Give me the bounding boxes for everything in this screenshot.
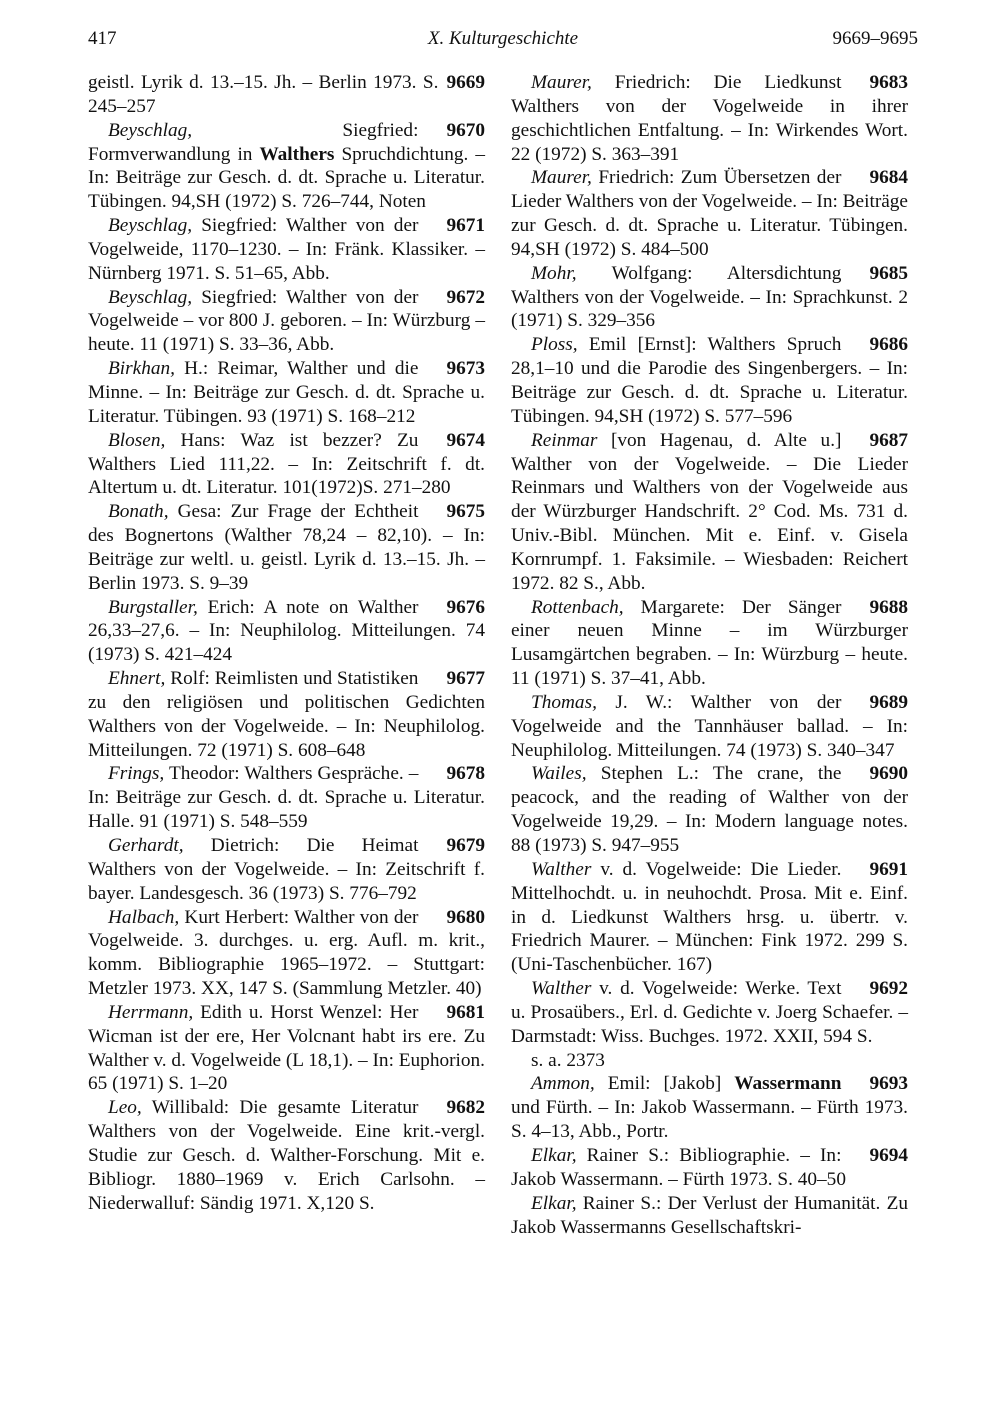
bibliography-entry — [511, 262, 908, 334]
entry-range: 9669–9695 — [832, 28, 918, 49]
entry-text: Spruchdichtung. – In: Beiträge zur Gesch. d. dt. Sprache u. Literatur. Tübingen. 94,SH (1972) S. 726–744, Noten — [88, 143, 485, 213]
entry-text: geistl. Lyrik d. 13.–15. Jh. – Berlin 1973. S. 245–257 — [88, 72, 439, 117]
entry-author: Herrmann, — [108, 1001, 194, 1023]
entry-number: 9669 — [446, 72, 485, 93]
entry-text: v. d. Vogelweide: Werke. Text u. Prosaübers., Erl. d. Gedichte v. Joerg Schaefer. – Darmstadt: Wiss. Buchges. 1972. XXII, 594 S. — [511, 978, 908, 1047]
bibliography-entry — [88, 71, 485, 119]
entry-text: H.: Reimar, Walther und die Minne. – In: Beiträge zur Gesch. d. dt. Sprache u. Literatur. Tübingen. 93 (1971) S. 168–212 — [88, 358, 485, 427]
entry-author: Leo, — [108, 1097, 142, 1119]
entry-number: 9685 — [869, 262, 908, 284]
bibliography-entry — [88, 286, 485, 358]
entry-text: Friedrich: Die Liedkunst Walthers von der Vogelweide in ihrer geschichtlichen Entfaltung. – In: Wirkendes Wort. 22 (1972) S. 363–391 — [511, 72, 908, 165]
entry-text: und Fürth. – In: Jakob Wassermann. – Fürth 1973. S. 4–13, Abb., Portr. — [511, 1097, 908, 1143]
entry-author: Bonath, — [108, 501, 169, 523]
bibliography-entry — [88, 1001, 485, 1096]
entry-number: 9680 — [446, 906, 485, 928]
entry-author: Elkar, — [531, 1192, 577, 1214]
entry-text: [von Hagenau, d. Alte u.] Walther von der Vogelweide. – Die Lieder Reinmars und Walthers von der Vogelweide aus der Würzburger Handschrift. 2° Cod. Ms. 731 d. Univ.-Bibl. München. Mit e. Einf. v. Gisela Kornrumpf. 1. Faksimile. – Wiesbaden: Reichert 1972. 82 S., Abb. — [511, 429, 908, 594]
bibliography-entry — [88, 834, 485, 906]
entry-text: Emil [Ernst]: Walthers Spruch 28,1–10 und die Parodie des Singenbergers. – In: Beiträge zur Gesch. d. dt. Sprache u. Literatur. Tübingen. 94,SH (1972) S. 577–596 — [511, 334, 908, 427]
entry-number: 9679 — [446, 835, 485, 856]
bibliography-entry — [88, 357, 485, 429]
entry-text: Siegfried: Walther von der Vogelweide, 1170–1230. – In: Fränk. Klassiker. – Nürnberg 1971. S. 51–65, Abb. — [88, 215, 485, 284]
entry-number: 9676 — [446, 596, 485, 618]
page-number: 417 — [88, 28, 117, 49]
entry-keyword: Walthers — [259, 143, 335, 165]
entry-number: 9686 — [869, 334, 908, 356]
entry-number: 9674 — [446, 429, 485, 451]
entry-number: 9688 — [869, 596, 908, 618]
bibliography-entry — [511, 596, 908, 691]
entry-author: Ploss, — [531, 334, 578, 356]
entry-keyword: Wassermann — [734, 1073, 842, 1095]
entry-author: Beyschlag, — [108, 215, 193, 237]
entry-number: 9677 — [446, 668, 485, 690]
entry-text: Emil: [Jakob] — [594, 1073, 735, 1095]
entry-number: 9672 — [446, 286, 485, 308]
entry-text: Margarete: Der Sänger einer neuen Minne – im Würzburger Lusamgärtchen begraben. – In: Würzburg – heute. 11 (1971) S. 37–41, Abb. — [511, 596, 908, 690]
bibliography-entry — [511, 1072, 908, 1144]
bibliography-entry — [88, 762, 485, 834]
entry-text: Kurt Herbert: Walther von der Vogelweide. 3. durchges. u. erg. Aufl. m. krit., komm. Bibliographie 1965–1972. – Stuttgart: Metzler 1973. XX, 147 S. (Sammlung Metzler. 40) — [88, 906, 485, 1000]
entry-author: Walther — [531, 858, 592, 880]
entry-text: Rainer S.: Bibliographie. – In: Jakob Wassermann. – Fürth 1973. S. 40–50 — [511, 1144, 846, 1190]
left-column — [88, 71, 485, 1216]
entry-text: Wolfgang: Altersdichtung Walthers von der Vogelweide. – In: Sprachkunst. 2 (1971) S. 329–356 — [511, 262, 908, 332]
bibliography-entry — [511, 429, 908, 596]
bibliography-entry — [511, 1144, 908, 1192]
bibliography-entry — [88, 906, 485, 1001]
entry-number: 9684 — [869, 167, 908, 189]
entry-text: J. W.: Walther von der Vogelweide and the Tannhäuser ballad. – In: Neuphilolog. Mitteilungen. 74 (1973) S. 340–347 — [511, 691, 908, 761]
entry-text: Friedrich: Zum Übersetzen der Lieder Walthers von der Vogelweide. – In: Beiträge zur Gesch. d. dt. Sprache u. Literatur. Tübingen. 94,SH (1972) S. 484–500 — [511, 167, 908, 260]
bibliography-entry — [511, 858, 908, 977]
entry-author: Ammon, — [531, 1073, 595, 1095]
entry-author: Mohr, — [531, 262, 577, 284]
entry-author: Maurer, — [531, 72, 592, 93]
entry-author: Rottenbach, — [531, 596, 624, 618]
bibliography-entry — [511, 71, 908, 166]
bibliography-entry — [88, 667, 485, 762]
entry-text: Rolf: Reimlisten und Statistiken zu den religiösen und politischen Gedichten Walthers von der Vogelweide. – In: Neuphilolog. Mitteilungen. 72 (1971) S. 608–648 — [88, 668, 485, 761]
entry-text: Willibald: Die gesamte Literatur Walthers von der Vogelweide. Eine krit.-vergl. Studie zur Gesch. d. Walther-Forschung. Mit e. Bibliogr. 1880–1969 v. Erich Carlsohn. – Niederwalluf: Sändig 1971. X,120 S. — [88, 1097, 485, 1214]
entry-text: Erich: A note on Walther 26,33–27,6. – In: Neuphilolog. Mitteilungen. 74 (1973) S. 421–424 — [88, 596, 485, 666]
entry-number: 9693 — [869, 1073, 908, 1095]
bibliography-entry — [511, 1192, 908, 1240]
entry-number: 9682 — [446, 1097, 485, 1119]
entry-text: Edith u. Horst Wenzel: Her Wicman ist der ere, Her Volcnant habt irs ere. Zu Walther v. d. Vogelweide (L 18,1). – In: Euphorion. 65 (1971) S. 1–20 — [88, 1001, 485, 1095]
entry-author: Halbach, — [108, 906, 180, 928]
entry-number: 9683 — [869, 72, 908, 93]
entry-text: Rainer S.: Der Verlust der Humanität. Zu Jakob Wassermanns Gesellschaftskri- — [511, 1192, 908, 1238]
bibliography-entry — [511, 333, 908, 428]
bibliography-entry — [88, 1096, 485, 1215]
entry-number: 9681 — [446, 1001, 485, 1023]
entry-number: 9678 — [446, 763, 485, 785]
entry-number: 9690 — [869, 763, 908, 785]
entry-author: Wailes, — [531, 763, 587, 785]
entry-author: Birkhan, — [108, 358, 175, 380]
bibliography-entry — [88, 500, 485, 595]
entry-author: Maurer, — [531, 167, 592, 189]
entry-author: Beyschlag, — [108, 119, 193, 141]
entry-author: Thomas, — [531, 691, 597, 713]
entry-number: 9670 — [446, 119, 485, 141]
entry-author: Ehnert, — [108, 668, 166, 690]
entry-author: Frings, — [108, 763, 165, 785]
entry-text: s. a. 2373 — [531, 1049, 605, 1071]
entry-number: 9675 — [446, 501, 485, 523]
entry-text: Hans: Waz ist bezzer? Zu Walthers Lied 111,22. – In: Zeitschrift f. dt. Altertum u. dt. Literatur. 101(1972)S. 271–280 — [88, 429, 485, 499]
entry-text: Gesa: Zur Frage der Echtheit des Bognertons (Walther 78,24 – 82,10). – In: Beiträge zur weltl. u. geistl. Lyrik d. 13.–15. Jh. – Berlin 1973. S. 9–39 — [88, 501, 485, 594]
bibliography-entry — [88, 214, 485, 286]
entry-number: 9673 — [446, 358, 485, 380]
entry-text: Dietrich: Die Heimat Walthers von der Vogelweide. – In: Zeitschrift f. bayer. Landesgesch. 36 (1973) S. 776–792 — [88, 835, 485, 904]
entry-number: 9692 — [869, 978, 908, 1000]
bibliography-entry — [511, 977, 908, 1049]
entry-author: Gerhardt, — [108, 835, 184, 856]
entry-author: Elkar, — [531, 1144, 577, 1166]
entry-author: Reinmar — [531, 429, 598, 451]
entry-number: 9689 — [869, 691, 908, 713]
bibliography-entry — [511, 762, 908, 857]
entry-text: Siegfried: Formverwandlung in — [88, 119, 419, 165]
entry-text: Stephen L.: The crane, the peacock, and the reading of Walther von der Vogelweide 19,29. – In: Modern language notes. 88 (1973) S. 947–955 — [511, 763, 908, 856]
entry-number: 9671 — [446, 215, 485, 237]
bibliography-entry — [88, 596, 485, 668]
entry-number: 9687 — [869, 429, 908, 451]
page-header — [88, 28, 918, 58]
entry-text: Theodor: Walthers Gespräche. – In: Beiträge zur Gesch. d. dt. Sprache u. Literatur. Halle. 91 (1971) S. 548–559 — [88, 763, 485, 833]
bibliography-entry — [511, 691, 908, 763]
bibliography-entry — [511, 1049, 908, 1073]
bibliography-entry — [511, 166, 908, 261]
entry-number: 9694 — [869, 1144, 908, 1166]
entry-author: Walther — [531, 978, 592, 1000]
bibliography-entry — [88, 119, 485, 214]
entry-text: Siegfried: Walther von der Vogelweide – vor 800 J. geboren. – In: Würzburg – heute. 11 (1971) S. 33–36, Abb. — [88, 286, 485, 356]
entry-author: Blosen, — [108, 429, 166, 451]
right-column — [511, 71, 908, 1239]
entry-text: v. d. Vogelweide: Die Lieder. Mittelhochdt. u. in neuhochdt. Prosa. Mit e. Einf. in d. Liedkunst Walthers hrsg. u. übertr. v. Friedrich Maurer. – München: Fink 1972. 299 S. (Uni-Taschenbücher. 167) — [511, 858, 908, 976]
entry-number: 9691 — [869, 858, 908, 880]
entry-author: Beyschlag, — [108, 286, 193, 308]
bibliography-entry — [88, 429, 485, 501]
section-title: X. Kulturgeschichte — [427, 28, 579, 49]
entry-author: Burgstaller, — [108, 596, 198, 618]
